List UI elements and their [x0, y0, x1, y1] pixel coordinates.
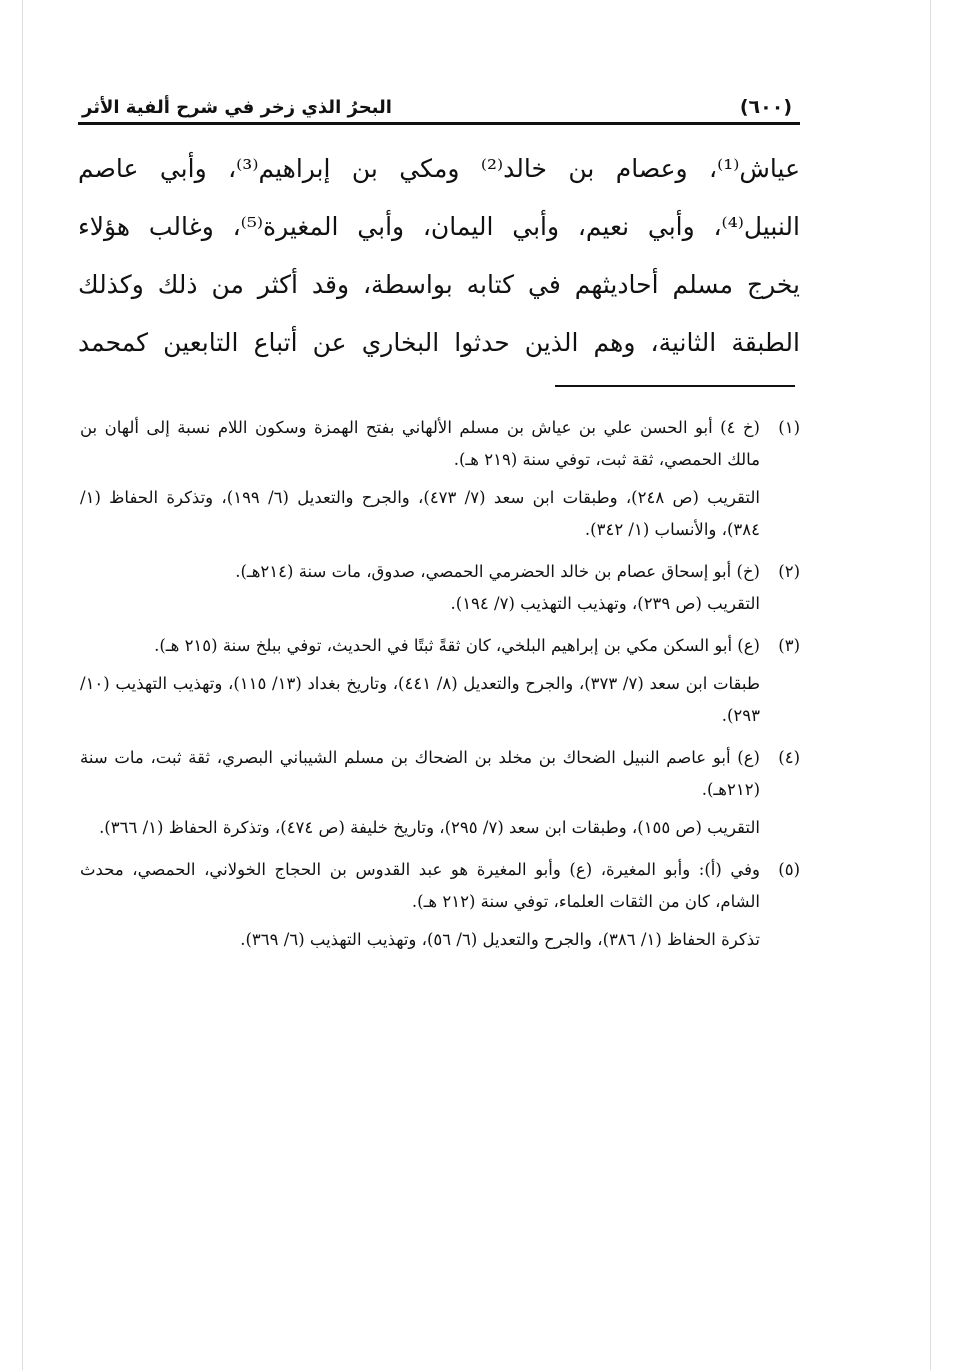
- footnote-references: التقريب (ص ٢٤٨)، وطبقات ابن سعد (٧/ ٤٧٣)، والجرح والتعديل (٦/ ١٩٩)، وتذكرة الحفاظ (١/ ٣٨٤)، والأنساب (١/ ٣٤٢).: [80, 488, 760, 539]
- footnote-number: (٥): [778, 860, 800, 879]
- main-text-line: النبيل⁽⁴⁾، وأبي نعيم، وأبي اليمان، وأبي المغيرة⁽⁵⁾، وغالب هؤلاء: [78, 212, 800, 241]
- footnote-number: (٢): [778, 562, 800, 581]
- footnote-text: (خ) أبو إسحاق عصام بن خالد الحضرمي الحمصي، صدوق، مات سنة (٢١٤هـ).: [235, 562, 760, 581]
- footnote-text: (ع) أبو السكن مكي بن إبراهيم البلخي، كان ثقةً ثبتًا في الحديث، توفي ببلخ سنة (٢١٥ هـ).: [154, 636, 760, 655]
- scan-artifact-line: [22, 0, 23, 1370]
- page-header: [78, 78, 800, 125]
- footnote: [80, 630, 800, 732]
- footnote-references: التقريب (ص ١٥٥)، وطبقات ابن سعد (٧/ ٢٩٥)، وتاريخ خليفة (ص ٤٧٤)، وتذكرة الحفاظ (١/ ٣٦٦).: [99, 818, 760, 837]
- footnote-number: (٤): [778, 748, 800, 767]
- footnote-number: (٣): [778, 636, 800, 655]
- footnote-separator: [555, 385, 795, 387]
- main-text-line: الطبقة الثانية، وهم الذين حدثوا البخاري عن أتباع التابعين كمحمد: [78, 328, 800, 357]
- footnote-number: (١): [778, 418, 800, 437]
- footnote-text: (خ ٤) أبو الحسن علي بن عياش بن مسلم الألهاني بفتح الهمزة وسكون اللام نسبة إلى ألهان بن مالك الحمصي، ثقة ثبت، توفي سنة (٢١٩ هـ).: [80, 418, 760, 469]
- footnote: [80, 556, 800, 620]
- scan-artifact-line: [930, 0, 931, 1370]
- main-text-block: [78, 140, 800, 372]
- footnote-references: التقريب (ص ٢٣٩)، وتهذيب التهذيب (٧/ ١٩٤).: [450, 594, 760, 613]
- footnote-references: تذكرة الحفاظ (١/ ٣٨٦)، والجرح والتعديل (٦/ ٥٦)، وتهذيب التهذيب (٦/ ٣٦٩).: [240, 930, 760, 949]
- footnote: [80, 854, 800, 956]
- running-title: البحرُ الذي زخر في شرح ألفية الأثر: [82, 97, 392, 118]
- footnote: [80, 742, 800, 844]
- footnote-references: طبقات ابن سعد (٧/ ٣٧٣)، والجرح والتعديل (٨/ ٤٤١)، وتاريخ بغداد (١٣/ ١١٥)، وتهذيب التهذيب (١٠/ ٢٩٣).: [80, 674, 760, 725]
- footnote: [80, 412, 800, 546]
- footnotes-block: [80, 412, 800, 966]
- main-text-line: عياش⁽¹⁾، وعصام بن خالد⁽²⁾ ومكي بن إبراهيم⁽³⁾، وأبي عاصم: [78, 154, 800, 183]
- page-number: (٦٠٠): [739, 96, 792, 118]
- main-text-line: يخرج مسلم أحاديثهم في كتابه بواسطة، وقد أكثر من ذلك وكذلك: [78, 270, 800, 299]
- footnote-text: (ع) أبو عاصم النبيل الضحاك بن مخلد بن الضحاك بن مسلم الشيباني البصري، ثقة ثبت، مات سنة (٢١٢هـ).: [80, 748, 760, 799]
- footnote-text: وفي (أ): وأبو المغيرة، (ع) وأبو المغيرة هو عبد القدوس بن الحجاج الخولاني، الحمصي، محدث الشام، كان من الثقات العلماء، توفي سنة (٢١٢ هـ).: [80, 860, 760, 911]
